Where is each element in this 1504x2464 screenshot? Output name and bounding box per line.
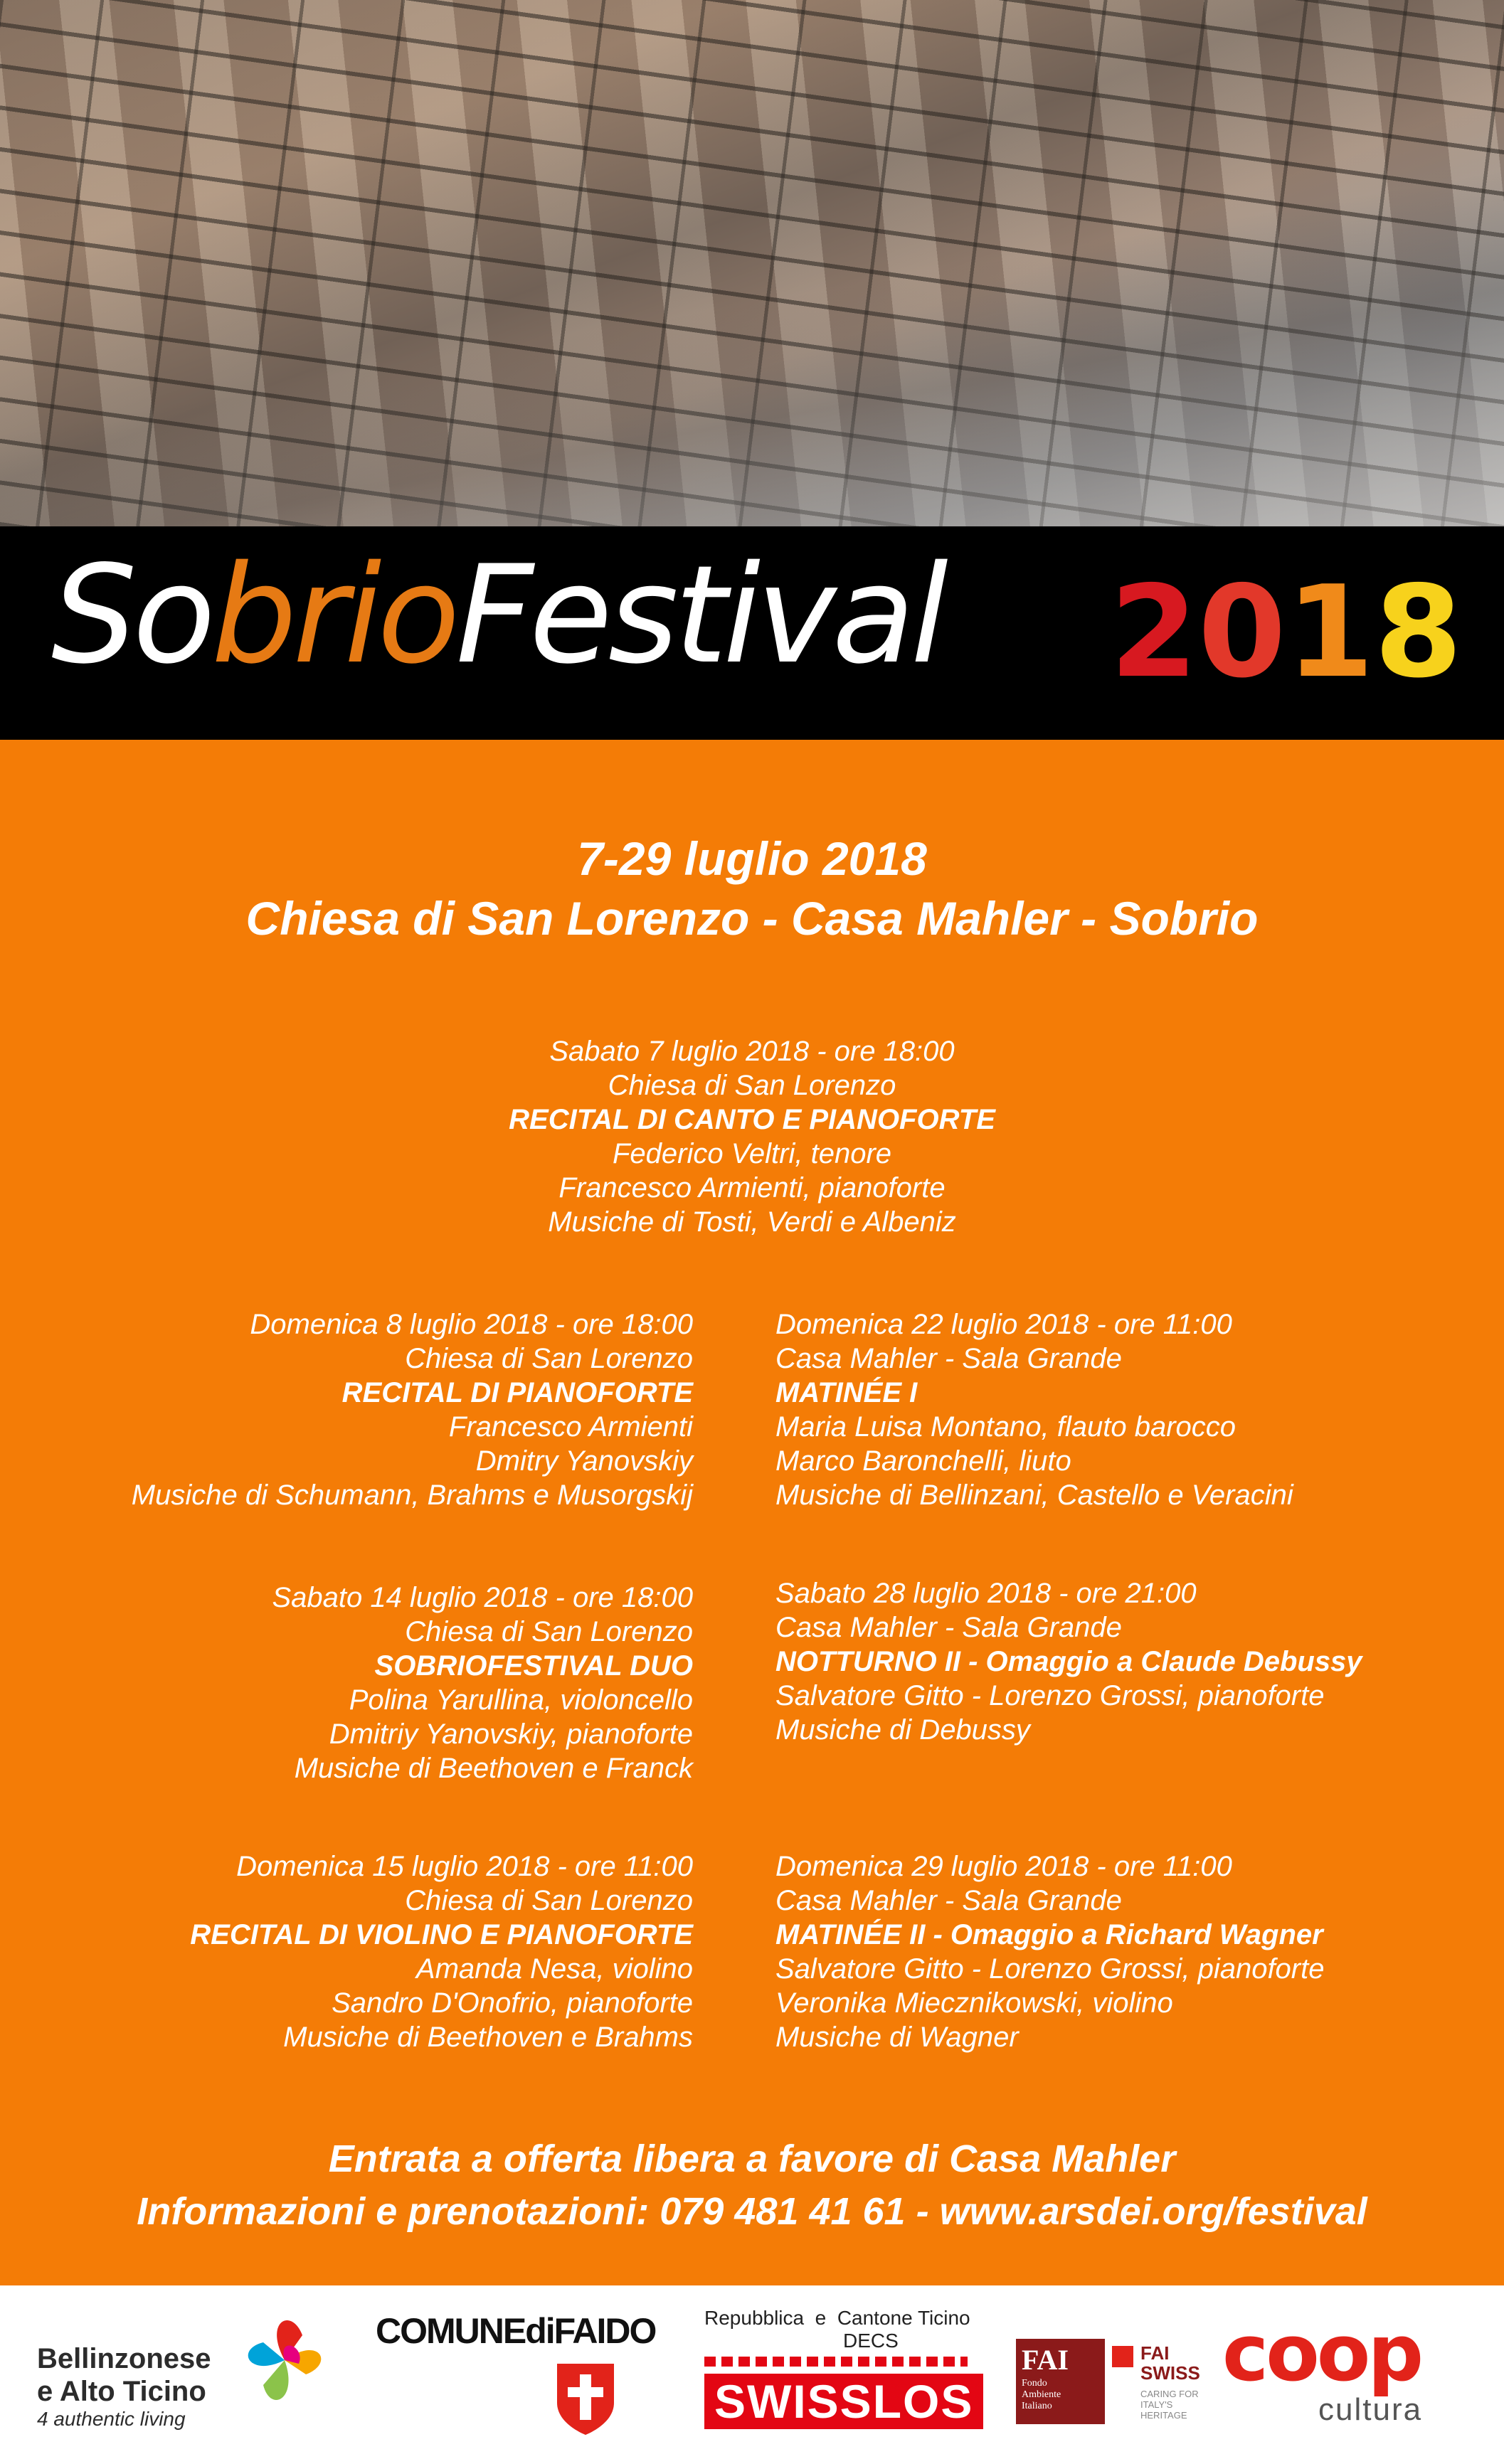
festival-venues: Chiesa di San Lorenzo - Casa Mahler - Sobrio (245, 892, 1259, 945)
event-title: MATINÉE II - Omaggio a Richard Wagner (775, 1919, 1323, 1950)
fai-italy-box (1016, 2339, 1105, 2424)
event-block-left (190, 1849, 693, 2054)
event-block-right (775, 1849, 1324, 2054)
festival-year (1110, 558, 1463, 706)
event-date: Domenica 22 luglio 2018 - ore 11:00 (775, 1309, 1232, 1340)
bellinzonese-line1: Bellinzonese (37, 2343, 211, 2374)
event-performer: Salvatore Gitto - Lorenzo Grossi, pianoforte (775, 1953, 1325, 1985)
flower-icon (235, 2307, 334, 2413)
title-part-festival: Festival (455, 536, 944, 694)
event-music: Musiche di Tosti, Verdi e Albeniz (548, 1206, 956, 1238)
year-digit: 2 (1110, 558, 1198, 706)
swisslos-e: e (815, 2307, 827, 2329)
fai-right-label: FAI SWISS (1140, 2342, 1200, 2384)
fai-logo (1016, 2339, 1215, 2424)
swisslos-repubblica: Repubblica (704, 2307, 805, 2329)
swisslos-wordmark: SWISSLOS (704, 2374, 983, 2429)
event-block-right (775, 1576, 1362, 1747)
cultura-wordmark: cultura (1318, 2392, 1423, 2427)
festival-title (51, 536, 944, 694)
event-venue: Chiesa di San Lorenzo (608, 1070, 896, 1101)
event-block-left (132, 1307, 693, 1512)
stone-wall-photo (0, 0, 1504, 526)
fai-left-label: FAI (1022, 2344, 1069, 2376)
event-music: Musiche di Wagner (775, 2022, 1019, 2053)
event-venue: Casa Mahler - Sala Grande (775, 1343, 1122, 1374)
event-performer: Federico Veltri, tenore (612, 1138, 892, 1169)
title-part-brio: brio (211, 536, 456, 694)
title-part-so: So (51, 536, 211, 694)
bellinzonese-logo (37, 2342, 211, 2431)
event-date: Sabato 14 luglio 2018 - ore 18:00 (272, 1582, 693, 1613)
swisslos-stripe (704, 2357, 968, 2367)
event-performer: Salvatore Gitto - Lorenzo Grossi, pianoforte (775, 1680, 1325, 1711)
swisslos-decs: DECS (843, 2330, 899, 2352)
fai-swiss-box (1112, 2339, 1215, 2424)
event-music: Musiche di Bellinzani, Castello e Veracini (775, 1480, 1293, 1511)
event-title: RECITAL DI PIANOFORTE (341, 1377, 693, 1408)
event-performer: Dmitriy Yanovskiy, pianoforte (329, 1719, 693, 1750)
event-performer: Francesco Armienti (448, 1411, 693, 1443)
featured-event (0, 1034, 1504, 1239)
event-venue: Chiesa di San Lorenzo (405, 1885, 693, 1916)
event-performer: Sandro D'Onofrio, pianoforte (332, 1987, 693, 2019)
swisslos-logo (704, 2307, 983, 2429)
event-music: Musiche di Beethoven e Franck (294, 1753, 693, 1784)
event-venue: Casa Mahler - Sala Grande (775, 1885, 1122, 1916)
year-digit: 1 (1286, 558, 1375, 706)
event-title: RECITAL DI VIOLINO E PIANOFORTE (190, 1919, 693, 1950)
event-date: Domenica 29 luglio 2018 - ore 11:00 (775, 1851, 1232, 1882)
event-performer: Maria Luisa Montano, flauto barocco (775, 1411, 1236, 1443)
event-performer: Marco Baronchelli, liuto (775, 1445, 1071, 1477)
event-performer: Amanda Nesa, violino (415, 1953, 693, 1985)
booking-info: Informazioni e prenotazioni: 079 481 41 61 - www.arsdei.org/festival (137, 2190, 1367, 2233)
year-digit: 0 (1197, 558, 1286, 706)
event-block-left (272, 1581, 693, 1785)
event-date: Sabato 7 luglio 2018 - ore 18:00 (549, 1036, 955, 1067)
event-performer: Polina Yarullina, violoncello (349, 1684, 693, 1716)
bellinzonese-tagline: 4 authentic living (37, 2408, 186, 2430)
event-date: Sabato 28 luglio 2018 - ore 21:00 (775, 1578, 1197, 1609)
event-music: Musiche di Schumann, Brahms e Musorgskij (131, 1480, 693, 1511)
faido-coat-of-arms-icon (554, 2360, 618, 2438)
event-performer: Francesco Armienti, pianoforte (558, 1172, 946, 1204)
event-title: RECITAL DI CANTO E PIANOFORTE (509, 1104, 995, 1135)
event-performer: Dmitry Yanovskiy (475, 1445, 693, 1477)
bellinzonese-line2: e Alto Ticino (37, 2376, 206, 2407)
faido-wordmark: COMUNEdiFAIDO (376, 2311, 656, 2351)
event-venue: Casa Mahler - Sala Grande (775, 1612, 1122, 1643)
event-block-right (775, 1307, 1293, 1512)
entry-note: Entrata a offerta libera a favore di Casa Mahler (328, 2138, 1176, 2180)
coop-cultura-logo (1222, 2308, 1423, 2428)
swisslos-cantone: Cantone Ticino (837, 2307, 970, 2329)
event-title: SOBRIOFESTIVAL DUO (374, 1650, 693, 1682)
event-venue: Chiesa di San Lorenzo (405, 1343, 693, 1374)
coop-wordmark: coop (1222, 2308, 1421, 2399)
festival-dates: 7-29 luglio 2018 (577, 832, 927, 885)
fai-right-sub: CARING FOR ITALY'S HERITAGE (1140, 2389, 1199, 2421)
year-digit: 8 (1374, 558, 1463, 706)
event-title: MATINÉE I (775, 1377, 918, 1408)
sponsor-logos (0, 2285, 1504, 2464)
event-music: Musiche di Beethoven e Brahms (283, 2022, 693, 2053)
event-music: Musiche di Debussy (775, 1714, 1030, 1746)
event-venue: Chiesa di San Lorenzo (405, 1616, 693, 1647)
fai-left-sub: Fondo Ambiente Italiano (1022, 2378, 1061, 2411)
event-date: Domenica 8 luglio 2018 - ore 18:00 (250, 1309, 693, 1340)
event-title: NOTTURNO II - Omaggio a Claude Debussy (775, 1646, 1362, 1677)
event-date: Domenica 15 luglio 2018 - ore 11:00 (236, 1851, 693, 1882)
event-performer: Veronika Miecznikowski, violino (775, 1987, 1173, 2019)
